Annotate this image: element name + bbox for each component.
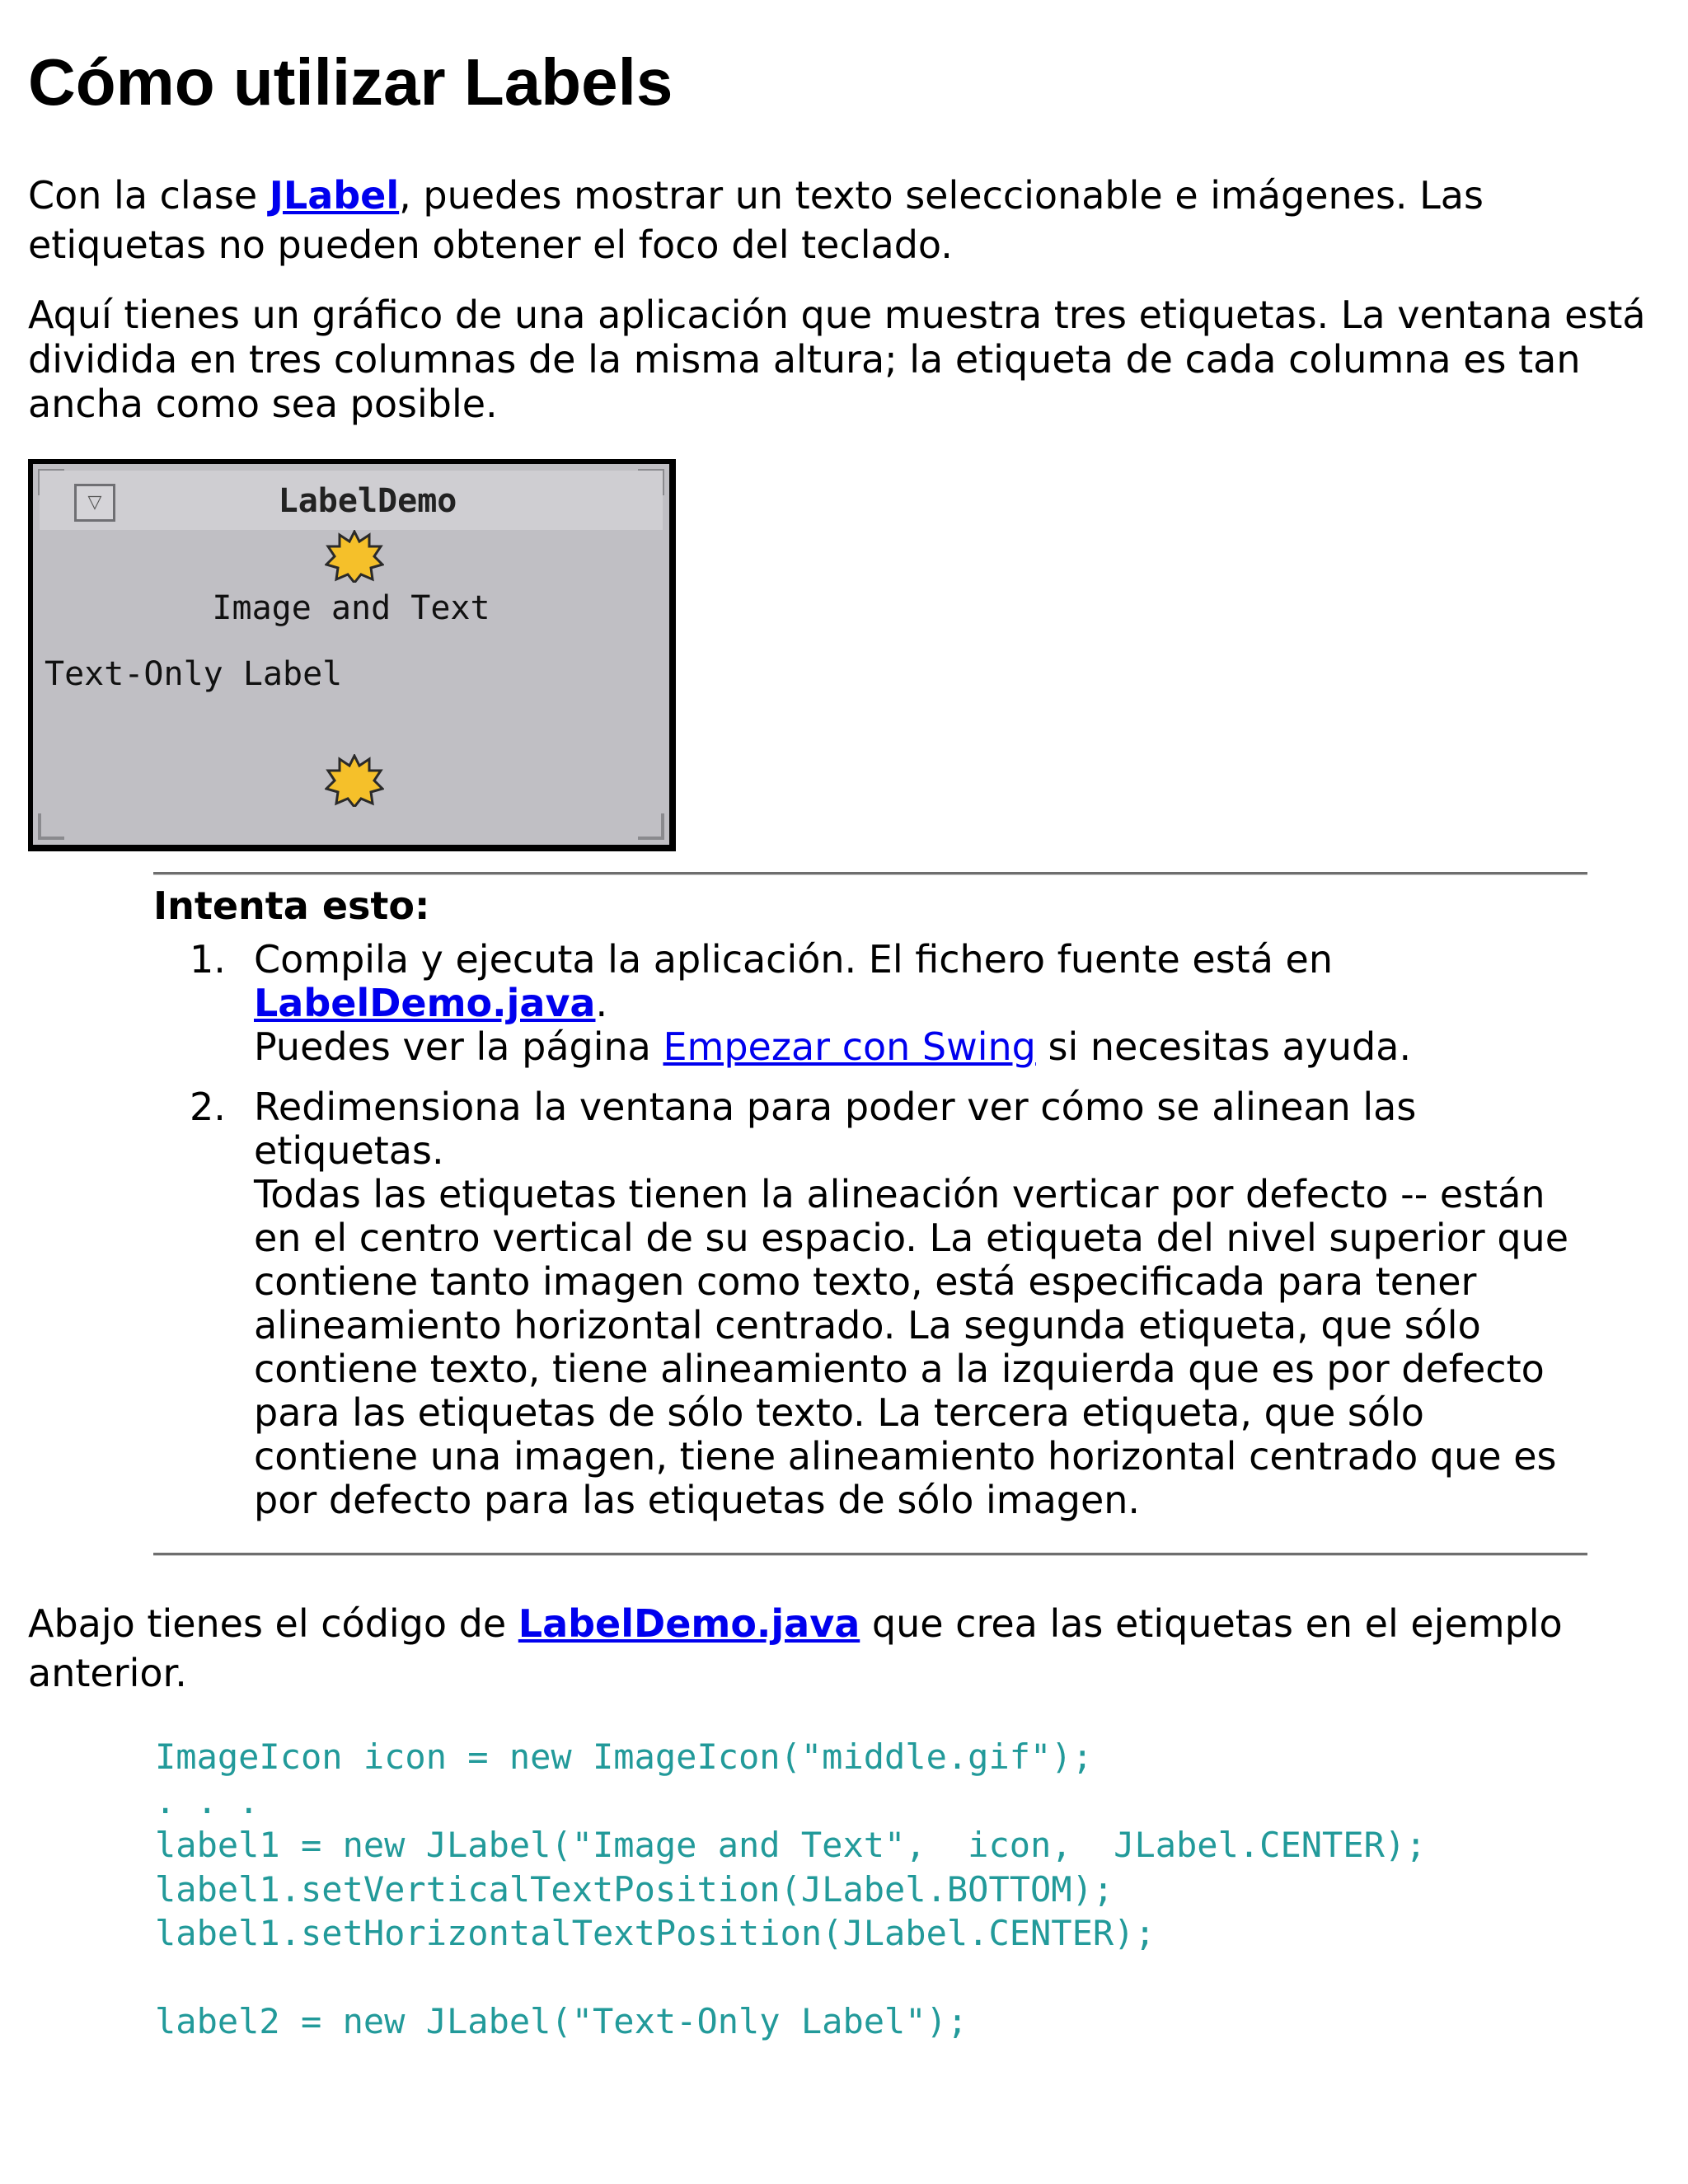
labeldemo-window: [28, 459, 676, 851]
page-title: Cómo utilizar Labels: [28, 45, 673, 119]
jlabel-link[interactable]: JLabel: [269, 173, 400, 218]
window-title: LabelDemo: [278, 482, 457, 520]
description-paragraph: Aquí tienes un gráfico de una aplicación que muestra tres etiquetas. La ventana está dividida en tres columnas de la misma altura; la etiqueta de cada columna es tan ancha como sea posible.: [28, 293, 1646, 426]
sun-icon: [325, 754, 384, 807]
intro-paragraph: Con la clase JLabel, puedes mostrar un texto seleccionable e imágenes. Las etiquetas no pueden obtener el foco del teclado.: [28, 173, 1484, 267]
window-corner[interactable]: [38, 813, 64, 840]
image-and-text-label: Image and Text: [212, 589, 490, 627]
window-menu-icon[interactable]: ▽: [74, 484, 115, 522]
window-corner[interactable]: [638, 813, 664, 840]
try-this-box: [153, 880, 1587, 1522]
list-item: 2. Redimensiona la ventana para poder ver cómo se alinean las etiquetas. Todas las etiquetas tienen la alineación verticar por defecto -- están en el centro vertical de su espacio. La etiqueta del nivel superior que contiene tanto imagen como texto, está especificada para tener alineamiento horizontal centrado. La segunda etiqueta, que sólo contiene texto, tiene alineamiento a la izquierda que es por defecto para las etiquetas de sólo texto. La tercera etiqueta, que sólo contiene una imagen, tiene alineamiento horizontal centrado que es por defecto para las etiquetas de sólo imagen.: [190, 1085, 1568, 1522]
code-block: ImageIcon icon = new ImageIcon("middle.gif"); . . . label1 = new JLabel("Image and Text", icon, JLabel.CENTER); label1.setVerticalTextPosition(JLabel.BOTTOM); label1.setHorizontalTextPosition(JLabel.CENTER); label2 = new JLabel("Text-Only Label");: [155, 1736, 1427, 2041]
list-item: 1. Compila y ejecuta la aplicación. El fichero fuente está en LabelDemo.java. Puedes ver la página Empezar con Swing si necesitas ayuda.: [190, 937, 1412, 1069]
code-intro-paragraph: Abajo tienes el código de LabelDemo.java que crea las etiquetas en el ejemplo anterior.: [28, 1601, 1563, 1695]
labeldemo-code-link[interactable]: LabelDemo.java: [518, 1601, 860, 1646]
try-this-heading: Intenta esto:: [153, 883, 430, 928]
labeldemo-source-link[interactable]: LabelDemo.java: [254, 981, 596, 1025]
window-titlebar[interactable]: [40, 471, 663, 530]
text-only-label: Text-Only Label: [45, 655, 343, 693]
empezar-swing-link[interactable]: Empezar con Swing: [663, 1024, 1036, 1069]
sun-icon: [325, 530, 384, 583]
divider-top: [153, 872, 1587, 875]
divider-bottom: [153, 1553, 1587, 1556]
